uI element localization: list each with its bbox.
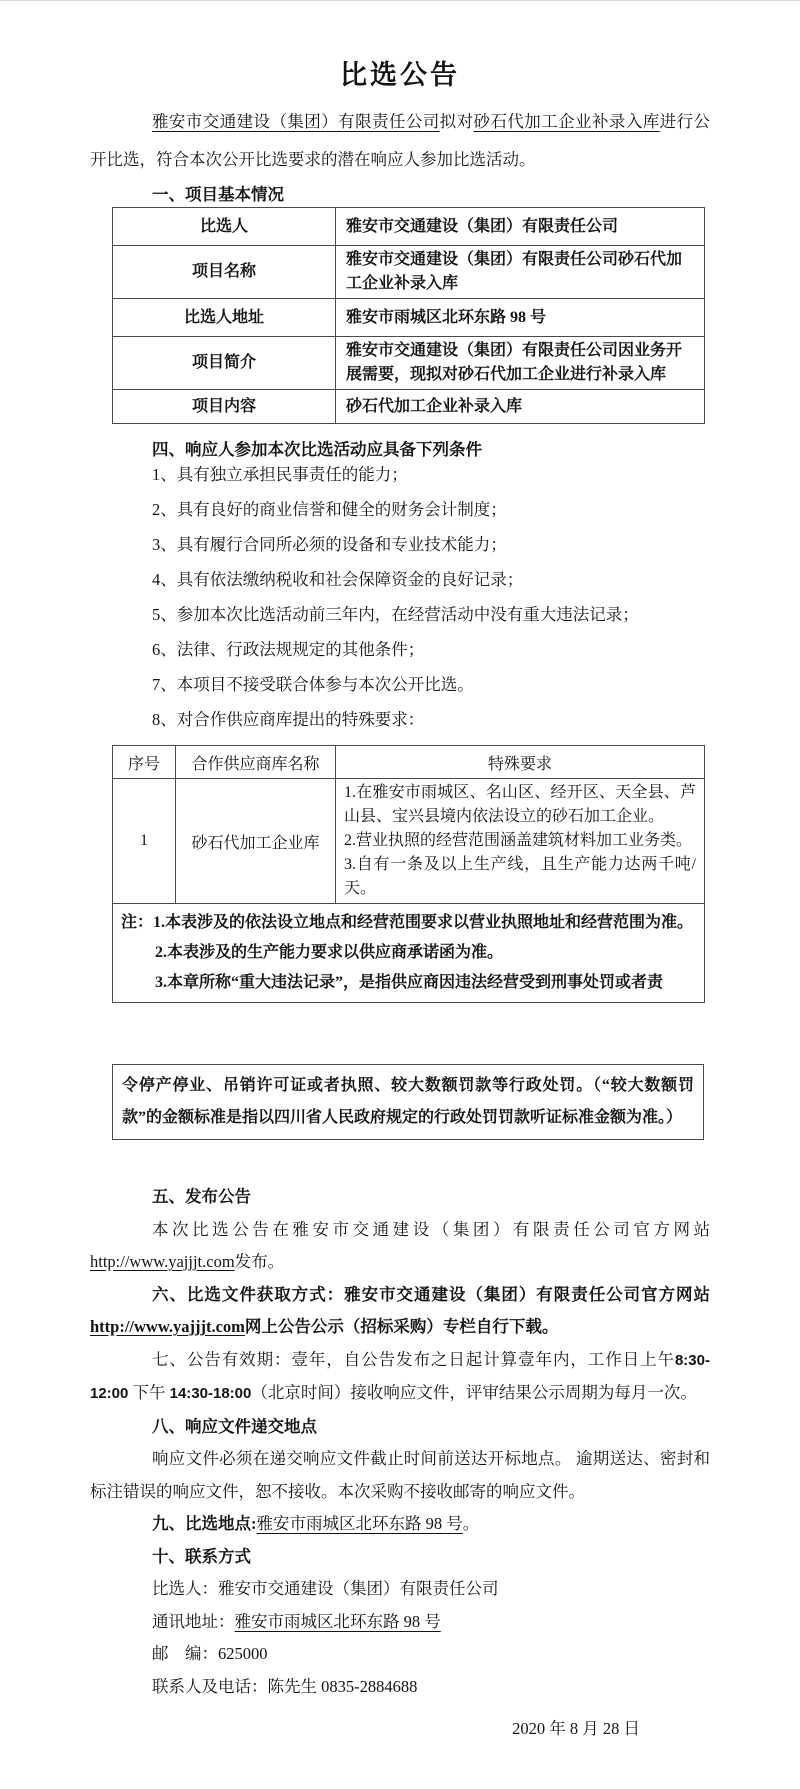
table-row — [113, 390, 705, 424]
contact-line-bidder — [152, 1573, 710, 1606]
requirement-item: 2.营业执照的经营范围涵盖建筑材料加工业务类。 — [344, 832, 693, 849]
cell-special-requirements — [336, 779, 705, 904]
sec7-text-mid: 下午 — [128, 1383, 170, 1402]
contact-address-underlined: 雅安市雨城区北环东路 98 号 — [234, 1611, 441, 1631]
row-value: 砂石代加工企业补录入库 — [336, 390, 705, 424]
document-date: 2020 年 8 月 28 日 — [512, 1719, 640, 1738]
note-item: 3.本章所称“重大违法记录”，是指供应商因违法经营受到刑事处罚或者责 — [155, 974, 664, 991]
sec6-text: 六、比选文件获取方式：雅安市交通建设（集团）有限责任公司官方网站 — [152, 1284, 710, 1304]
section-7-paragraph — [90, 1344, 710, 1411]
row-label: 项目简介 — [113, 337, 336, 390]
section-5-heading: 五、发布公告 — [152, 1187, 251, 1206]
note-item: 2.本表涉及的生产能力要求以供应商承诺函为准。 — [155, 944, 504, 961]
table-note-row — [113, 904, 705, 1003]
requirement-item: 3.自有一条及以上生产线，且生产能力达两千吨/天。 — [344, 856, 696, 897]
afternoon-hours: 14:30-18:00 — [169, 1385, 252, 1402]
supplier-requirements-table — [112, 745, 705, 1003]
intro-paragraph — [90, 103, 710, 179]
table-row — [113, 337, 705, 390]
section-10-heading: 十、联系方式 — [152, 1546, 251, 1566]
table-header-row — [113, 746, 705, 779]
sec9-address-underlined: 雅安市雨城区北环东路 98 号 — [256, 1514, 463, 1533]
intro-text-mid: 拟对 — [439, 112, 474, 131]
sec7-text: 七、公告有效期：壹年，自公告发布之日起计算壹年内，工作日上午 — [152, 1349, 675, 1369]
sec7-text-tail: （北京时间）接收响应文件，评审结果公示周期为每月一次。 — [251, 1383, 697, 1402]
contact-value: 陈先生 0835-2884688 — [267, 1676, 418, 1696]
section-6-paragraph — [90, 1279, 710, 1344]
section-8-paragraph: 响应文件必须在递交响应文件截止时间前送达开标地点。 逾期送达、密封和标注错误的响应文件，恕不接收。本次采购不接收邮寄的响应文件。 — [90, 1449, 710, 1501]
list-item: 3、具有履行合同所必须的设备和专业技术能力； — [152, 535, 507, 554]
row-label: 比选人 — [113, 208, 336, 246]
table-row — [113, 299, 705, 337]
project-info-table — [112, 207, 705, 424]
cell-library-name: 砂石代加工企业库 — [176, 779, 336, 904]
website-link[interactable]: http://www.yajjjt.com — [90, 1317, 245, 1336]
contact-label: 比选人： — [152, 1579, 218, 1598]
list-item: 6、法律、行政法规规定的其他条件； — [152, 640, 425, 659]
row-value: 雅安市交通建设（集团）有限责任公司 — [336, 208, 705, 246]
section-5-paragraph — [90, 1214, 710, 1279]
website-link[interactable]: http://www.yajjjt.com — [90, 1252, 235, 1271]
section-8-heading: 八、响应文件递交地点 — [152, 1416, 317, 1436]
intro-company-underlined: 雅安市交通建设（集团）有限责任公司 — [152, 112, 440, 131]
morning-hours: 8:30-12:00 — [90, 1351, 710, 1402]
row-label: 项目内容 — [113, 390, 336, 424]
contact-line-address — [152, 1606, 710, 1639]
list-item: 1、具有独立承担民事责任的能力； — [152, 465, 408, 484]
header-cell-name: 合作供应商库名称 — [176, 746, 336, 779]
row-value: 雅安市交通建设（集团）有限责任公司砂石代加工企业补录入库 — [336, 246, 705, 299]
contact-value: 625000 — [218, 1644, 268, 1663]
table-row — [113, 779, 705, 904]
table-row — [113, 246, 705, 299]
requirement-item: 1.在雅安市雨城区、名山区、经开区、天全县、芦山县、宝兴县境内依法设立的砂石加工企业。 — [344, 784, 696, 825]
note-cell — [113, 904, 705, 1003]
note-item: 注：1.本表涉及的依法设立地点和经营范围要求以营业执照地址和经营范围为准。 — [121, 914, 694, 931]
condition-list — [90, 457, 710, 737]
sec5-text-tail: 发布。 — [234, 1252, 285, 1271]
row-label: 比选人地址 — [113, 299, 336, 337]
section-9-line — [152, 1508, 710, 1541]
list-item: 7、本项目不接受联合体参与本次公开比选。 — [152, 675, 474, 694]
contact-label: 联系人及电话： — [152, 1676, 268, 1696]
contact-label: 通讯地址： — [152, 1611, 235, 1631]
sec6-text-tail: 网上公告公示（招标采购）专栏自行下载。 — [244, 1317, 559, 1336]
row-value: 雅安市交通建设（集团）有限责任公司因业务开展需要，现拟对砂石代加工企业进行补录入库 — [336, 337, 705, 390]
table-row — [113, 208, 705, 246]
list-item: 8、对合作供应商库提出的特殊要求： — [152, 710, 425, 729]
sec9-period: 。 — [462, 1514, 480, 1533]
contact-value: 雅安市交通建设（集团）有限责任公司 — [218, 1579, 499, 1598]
header-cell-no: 序号 — [113, 746, 176, 779]
contact-label: 邮 编： — [152, 1644, 218, 1663]
header-cell-req: 特殊要求 — [336, 746, 705, 779]
row-label: 项目名称 — [113, 246, 336, 299]
list-item: 4、具有依法缴纳税收和社会保障资金的良好记录； — [152, 570, 524, 589]
page-title: 比选公告 — [340, 60, 460, 90]
document-tail — [90, 1181, 710, 1746]
contact-line-phone — [152, 1671, 710, 1704]
contact-line-postcode — [152, 1638, 710, 1671]
cell-serial-no: 1 — [113, 779, 176, 904]
intro-project-underlined: 砂石代加工企业补录入库 — [473, 112, 660, 131]
section-4-heading: 四、响应人参加本次比选活动应具备下列条件 — [152, 440, 482, 459]
sec5-text: 本次比选公告在雅安市交通建设（集团）有限责任公司官方网站 — [152, 1219, 710, 1239]
sec9-label: 九、比选地点: — [152, 1514, 257, 1533]
section-1-heading: 一、项目基本情况 — [152, 185, 284, 204]
intro-text-tail: 进行公开比选，符合本次公开比选要求的潜在响应人参加比选活动。 — [90, 112, 710, 169]
list-item: 5、参加本次比选活动前三年内，在经营活动中没有重大违法记录； — [152, 605, 639, 624]
row-value: 雅安市雨城区北环东路 98 号 — [336, 299, 705, 337]
note-continuation-box: 令停产停业、吊销许可证或者执照、较大数额罚款等行政处罚。（“较大数额罚款”的金额标准是指以四川省人民政府规定的行政处罚罚款听证标准金额为准。） — [112, 1064, 704, 1140]
list-item: 2、具有良好的商业信誉和健全的财务会计制度； — [152, 500, 507, 519]
